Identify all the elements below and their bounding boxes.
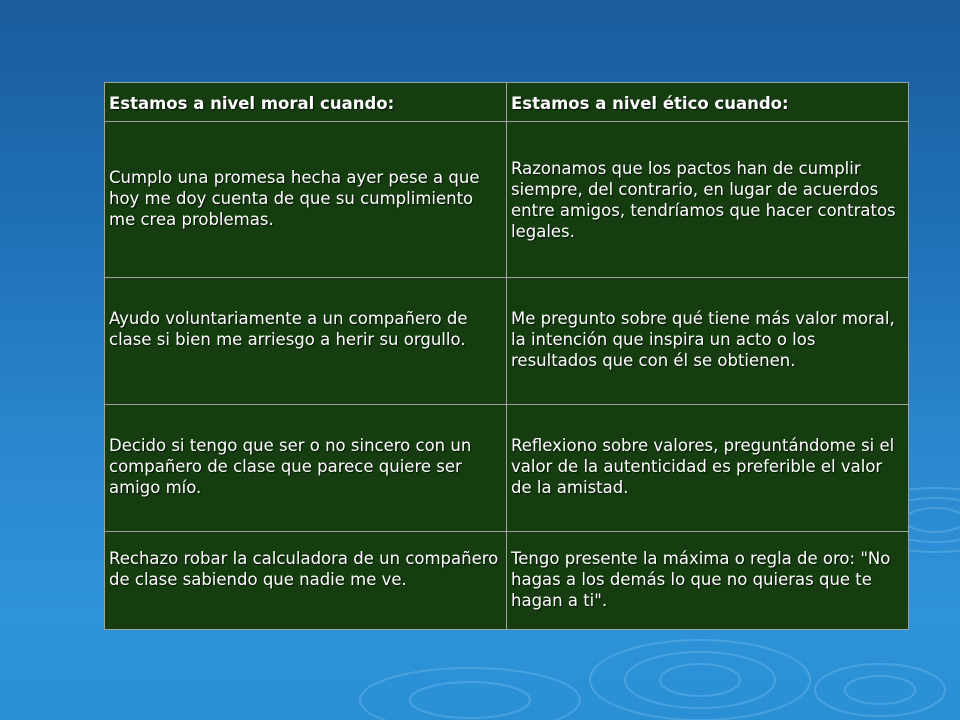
cell-moral: Ayudo voluntariamente a un compañero de clase si bien me arriesgo a herir su orgullo.	[105, 278, 507, 405]
header-etico: Estamos a nivel ético cuando:	[507, 83, 909, 122]
moral-ethics-table	[104, 82, 909, 630]
header-moral: Estamos a nivel moral cuando:	[105, 83, 507, 122]
cell-moral: Cumplo una promesa hecha ayer pese a que hoy me doy cuenta de que su cumplimiento me crea problemas.	[105, 122, 507, 278]
cell-moral: Decido si tengo que ser o no sincero con un compañero de clase que parece quiere ser amigo mío.	[105, 405, 507, 532]
cell-moral: Rechazo robar la calculadora de un compañero de clase sabiendo que nadie me ve.	[105, 532, 507, 630]
cell-etico: Me pregunto sobre qué tiene más valor moral, la intención que inspira un acto o los resultados que con él se obtienen.	[507, 278, 909, 405]
table-row	[105, 532, 909, 630]
table-header-row	[105, 83, 909, 122]
cell-etico: Tengo presente la máxima o regla de oro: "No hagas a los demás lo que no quieras que te hagan a ti".	[507, 532, 909, 630]
table-row	[105, 122, 909, 278]
table-row	[105, 278, 909, 405]
cell-etico: Razonamos que los pactos han de cumplir siempre, del contrario, en lugar de acuerdos entre amigos, tendríamos que hacer contratos legales.	[507, 122, 909, 278]
cell-etico: Reflexiono sobre valores, preguntándome si el valor de la autenticidad es preferible el valor de la amistad.	[507, 405, 909, 532]
table-row	[105, 405, 909, 532]
